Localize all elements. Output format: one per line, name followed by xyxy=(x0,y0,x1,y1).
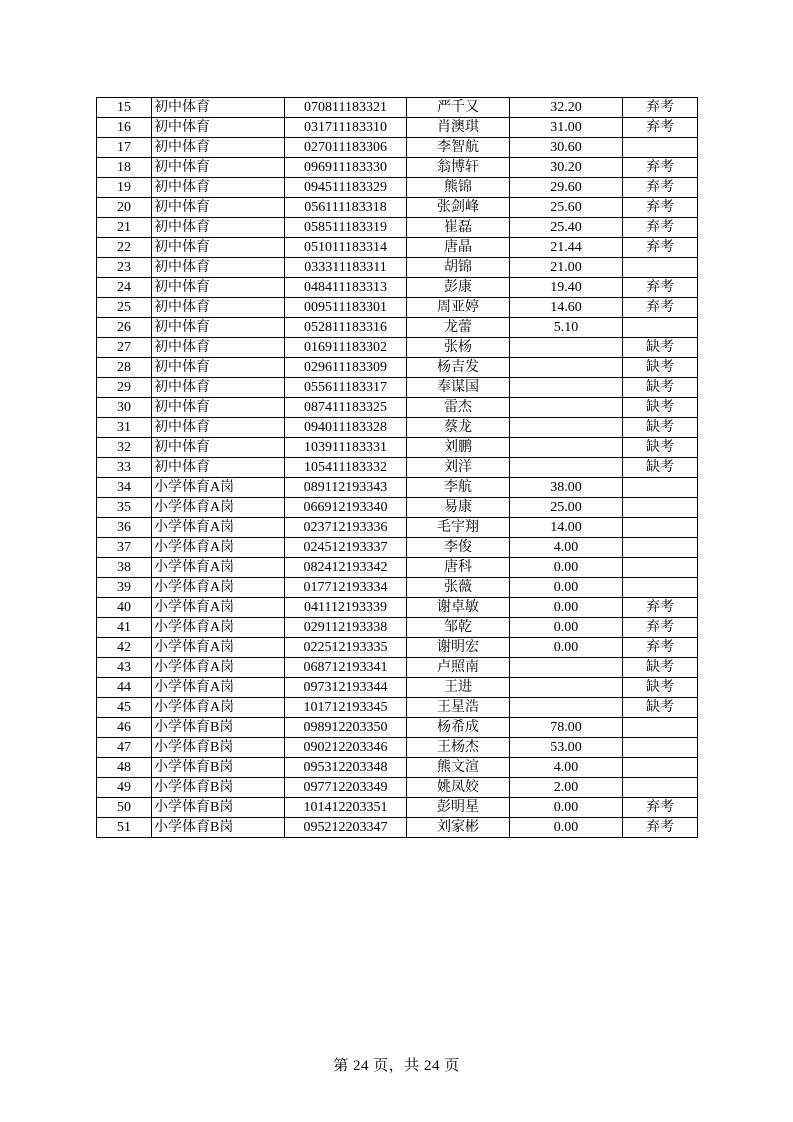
table-row xyxy=(97,358,698,378)
remark-cell: 弃考 xyxy=(623,278,698,298)
position-cell: 初中体育 xyxy=(152,438,285,458)
exam-id-cell: 048411183313 xyxy=(285,278,407,298)
score-table xyxy=(96,97,698,838)
score-cell: 14.00 xyxy=(510,518,623,538)
table-row xyxy=(97,738,698,758)
remark-cell: 缺考 xyxy=(623,418,698,438)
row-number-cell: 16 xyxy=(97,118,152,138)
exam-id-cell: 022512193335 xyxy=(285,638,407,658)
exam-id-cell: 097312193344 xyxy=(285,678,407,698)
table-row xyxy=(97,638,698,658)
table-row xyxy=(97,158,698,178)
score-cell: 78.00 xyxy=(510,718,623,738)
candidate-name-cell: 刘洋 xyxy=(407,458,510,478)
row-number-cell: 44 xyxy=(97,678,152,698)
table-row xyxy=(97,338,698,358)
position-cell: 小学体育A岗 xyxy=(152,678,285,698)
position-cell: 初中体育 xyxy=(152,258,285,278)
remark-cell: 弃考 xyxy=(623,638,698,658)
score-cell xyxy=(510,438,623,458)
row-number-cell: 26 xyxy=(97,318,152,338)
exam-id-cell: 090212203346 xyxy=(285,738,407,758)
exam-id-cell: 055611183317 xyxy=(285,378,407,398)
candidate-name-cell: 彭明星 xyxy=(407,798,510,818)
remark-cell: 缺考 xyxy=(623,398,698,418)
score-cell: 31.00 xyxy=(510,118,623,138)
candidate-name-cell: 刘鹏 xyxy=(407,438,510,458)
table-row xyxy=(97,178,698,198)
table-row xyxy=(97,298,698,318)
row-number-cell: 51 xyxy=(97,818,152,838)
row-number-cell: 21 xyxy=(97,218,152,238)
table-row xyxy=(97,138,698,158)
exam-id-cell: 068712193341 xyxy=(285,658,407,678)
position-cell: 小学体育A岗 xyxy=(152,518,285,538)
candidate-name-cell: 肖澳琪 xyxy=(407,118,510,138)
row-number-cell: 40 xyxy=(97,598,152,618)
remark-cell: 弃考 xyxy=(623,798,698,818)
score-cell: 25.60 xyxy=(510,198,623,218)
remark-cell: 弃考 xyxy=(623,598,698,618)
remark-cell xyxy=(623,778,698,798)
position-cell: 初中体育 xyxy=(152,158,285,178)
score-cell: 4.00 xyxy=(510,758,623,778)
remark-cell: 弃考 xyxy=(623,198,698,218)
table-row xyxy=(97,678,698,698)
remark-cell xyxy=(623,258,698,278)
table-row xyxy=(97,658,698,678)
table-row xyxy=(97,278,698,298)
table-row xyxy=(97,618,698,638)
score-cell: 4.00 xyxy=(510,538,623,558)
row-number-cell: 31 xyxy=(97,418,152,438)
candidate-name-cell: 翁博轩 xyxy=(407,158,510,178)
position-cell: 初中体育 xyxy=(152,118,285,138)
candidate-name-cell: 奉谋国 xyxy=(407,378,510,398)
candidate-name-cell: 龙蕾 xyxy=(407,318,510,338)
row-number-cell: 47 xyxy=(97,738,152,758)
position-cell: 小学体育B岗 xyxy=(152,738,285,758)
score-cell: 32.20 xyxy=(510,98,623,118)
position-cell: 小学体育B岗 xyxy=(152,778,285,798)
exam-id-cell: 017712193334 xyxy=(285,578,407,598)
table-row xyxy=(97,538,698,558)
exam-id-cell: 066912193340 xyxy=(285,498,407,518)
position-cell: 小学体育A岗 xyxy=(152,658,285,678)
exam-id-cell: 097712203349 xyxy=(285,778,407,798)
candidate-name-cell: 杨吉发 xyxy=(407,358,510,378)
candidate-name-cell: 周亚婷 xyxy=(407,298,510,318)
table-row xyxy=(97,518,698,538)
score-cell: 25.00 xyxy=(510,498,623,518)
position-cell: 小学体育A岗 xyxy=(152,698,285,718)
exam-id-cell: 029112193338 xyxy=(285,618,407,638)
candidate-name-cell: 李智航 xyxy=(407,138,510,158)
table-row xyxy=(97,218,698,238)
table-row xyxy=(97,758,698,778)
row-number-cell: 28 xyxy=(97,358,152,378)
row-number-cell: 25 xyxy=(97,298,152,318)
score-cell: 0.00 xyxy=(510,598,623,618)
position-cell: 小学体育A岗 xyxy=(152,478,285,498)
table-row xyxy=(97,238,698,258)
exam-id-cell: 070811183321 xyxy=(285,98,407,118)
position-cell: 初中体育 xyxy=(152,138,285,158)
candidate-name-cell: 谢卓敏 xyxy=(407,598,510,618)
candidate-name-cell: 严千又 xyxy=(407,98,510,118)
remark-cell xyxy=(623,578,698,598)
score-cell: 5.10 xyxy=(510,318,623,338)
score-cell xyxy=(510,678,623,698)
score-cell xyxy=(510,358,623,378)
table-row xyxy=(97,458,698,478)
candidate-name-cell: 邹乾 xyxy=(407,618,510,638)
candidate-name-cell: 熊锦 xyxy=(407,178,510,198)
score-cell: 30.60 xyxy=(510,138,623,158)
position-cell: 小学体育A岗 xyxy=(152,618,285,638)
position-cell: 小学体育A岗 xyxy=(152,498,285,518)
row-number-cell: 27 xyxy=(97,338,152,358)
table-row xyxy=(97,778,698,798)
candidate-name-cell: 张杨 xyxy=(407,338,510,358)
position-cell: 初中体育 xyxy=(152,278,285,298)
remark-cell: 缺考 xyxy=(623,658,698,678)
candidate-name-cell: 李航 xyxy=(407,478,510,498)
position-cell: 初中体育 xyxy=(152,198,285,218)
row-number-cell: 41 xyxy=(97,618,152,638)
candidate-name-cell: 王星浩 xyxy=(407,698,510,718)
remark-cell: 弃考 xyxy=(623,178,698,198)
exam-id-cell: 056111183318 xyxy=(285,198,407,218)
table-row xyxy=(97,438,698,458)
exam-id-cell: 098912203350 xyxy=(285,718,407,738)
candidate-name-cell: 毛宇翔 xyxy=(407,518,510,538)
exam-id-cell: 105411183332 xyxy=(285,458,407,478)
exam-id-cell: 031711183310 xyxy=(285,118,407,138)
remark-cell: 缺考 xyxy=(623,338,698,358)
remark-cell: 弃考 xyxy=(623,298,698,318)
position-cell: 小学体育A岗 xyxy=(152,538,285,558)
exam-id-cell: 024512193337 xyxy=(285,538,407,558)
score-cell: 30.20 xyxy=(510,158,623,178)
remark-cell: 缺考 xyxy=(623,438,698,458)
exam-id-cell: 094511183329 xyxy=(285,178,407,198)
position-cell: 初中体育 xyxy=(152,378,285,398)
row-number-cell: 29 xyxy=(97,378,152,398)
table-row xyxy=(97,118,698,138)
row-number-cell: 17 xyxy=(97,138,152,158)
remark-cell: 弃考 xyxy=(623,98,698,118)
position-cell: 小学体育B岗 xyxy=(152,758,285,778)
row-number-cell: 48 xyxy=(97,758,152,778)
row-number-cell: 42 xyxy=(97,638,152,658)
candidate-name-cell: 张剑峰 xyxy=(407,198,510,218)
score-cell xyxy=(510,378,623,398)
position-cell: 初中体育 xyxy=(152,298,285,318)
row-number-cell: 18 xyxy=(97,158,152,178)
remark-cell: 缺考 xyxy=(623,678,698,698)
score-cell: 21.44 xyxy=(510,238,623,258)
exam-id-cell: 016911183302 xyxy=(285,338,407,358)
position-cell: 初中体育 xyxy=(152,98,285,118)
position-cell: 小学体育B岗 xyxy=(152,818,285,838)
remark-cell: 弃考 xyxy=(623,238,698,258)
score-cell: 21.00 xyxy=(510,258,623,278)
candidate-name-cell: 张薇 xyxy=(407,578,510,598)
remark-cell: 弃考 xyxy=(623,818,698,838)
position-cell: 小学体育A岗 xyxy=(152,558,285,578)
exam-id-cell: 041112193339 xyxy=(285,598,407,618)
candidate-name-cell: 杨希成 xyxy=(407,718,510,738)
exam-id-cell: 082412193342 xyxy=(285,558,407,578)
row-number-cell: 32 xyxy=(97,438,152,458)
position-cell: 小学体育A岗 xyxy=(152,638,285,658)
score-cell: 19.40 xyxy=(510,278,623,298)
remark-cell xyxy=(623,758,698,778)
row-number-cell: 39 xyxy=(97,578,152,598)
exam-id-cell: 023712193336 xyxy=(285,518,407,538)
score-cell xyxy=(510,698,623,718)
exam-id-cell: 103911183331 xyxy=(285,438,407,458)
exam-id-cell: 087411183325 xyxy=(285,398,407,418)
exam-id-cell: 033311183311 xyxy=(285,258,407,278)
exam-id-cell: 101412203351 xyxy=(285,798,407,818)
score-cell xyxy=(510,418,623,438)
remark-cell xyxy=(623,138,698,158)
row-number-cell: 43 xyxy=(97,658,152,678)
position-cell: 小学体育A岗 xyxy=(152,578,285,598)
row-number-cell: 34 xyxy=(97,478,152,498)
exam-id-cell: 089112193343 xyxy=(285,478,407,498)
table-row xyxy=(97,698,698,718)
exam-id-cell: 095212203347 xyxy=(285,818,407,838)
remark-cell: 弃考 xyxy=(623,158,698,178)
position-cell: 初中体育 xyxy=(152,338,285,358)
candidate-name-cell: 熊文渲 xyxy=(407,758,510,778)
remark-cell: 缺考 xyxy=(623,358,698,378)
table-row xyxy=(97,558,698,578)
row-number-cell: 50 xyxy=(97,798,152,818)
table-row xyxy=(97,498,698,518)
score-cell: 0.00 xyxy=(510,558,623,578)
candidate-name-cell: 胡锦 xyxy=(407,258,510,278)
remark-cell xyxy=(623,518,698,538)
position-cell: 初中体育 xyxy=(152,318,285,338)
table-row xyxy=(97,98,698,118)
remark-cell: 缺考 xyxy=(623,378,698,398)
exam-id-cell: 009511183301 xyxy=(285,298,407,318)
remark-cell xyxy=(623,738,698,758)
remark-cell: 弃考 xyxy=(623,218,698,238)
table-row xyxy=(97,718,698,738)
table-row xyxy=(97,318,698,338)
exam-id-cell: 095312203348 xyxy=(285,758,407,778)
remark-cell: 弃考 xyxy=(623,618,698,638)
exam-id-cell: 029611183309 xyxy=(285,358,407,378)
exam-id-cell: 058511183319 xyxy=(285,218,407,238)
row-number-cell: 46 xyxy=(97,718,152,738)
row-number-cell: 45 xyxy=(97,698,152,718)
position-cell: 初中体育 xyxy=(152,238,285,258)
score-cell xyxy=(510,398,623,418)
exam-id-cell: 094011183328 xyxy=(285,418,407,438)
position-cell: 初中体育 xyxy=(152,398,285,418)
table-body xyxy=(97,98,698,838)
candidate-name-cell: 雷杰 xyxy=(407,398,510,418)
table-row xyxy=(97,818,698,838)
score-cell: 0.00 xyxy=(510,618,623,638)
score-cell: 0.00 xyxy=(510,818,623,838)
row-number-cell: 33 xyxy=(97,458,152,478)
remark-cell: 缺考 xyxy=(623,698,698,718)
table-row xyxy=(97,378,698,398)
row-number-cell: 35 xyxy=(97,498,152,518)
remark-cell xyxy=(623,558,698,578)
remark-cell xyxy=(623,318,698,338)
exam-id-cell: 101712193345 xyxy=(285,698,407,718)
position-cell: 初中体育 xyxy=(152,458,285,478)
score-cell: 14.60 xyxy=(510,298,623,318)
exam-id-cell: 027011183306 xyxy=(285,138,407,158)
remark-cell xyxy=(623,718,698,738)
candidate-name-cell: 刘家彬 xyxy=(407,818,510,838)
score-cell: 53.00 xyxy=(510,738,623,758)
table-row xyxy=(97,598,698,618)
table-row xyxy=(97,578,698,598)
row-number-cell: 30 xyxy=(97,398,152,418)
score-cell: 0.00 xyxy=(510,638,623,658)
score-cell: 2.00 xyxy=(510,778,623,798)
candidate-name-cell: 彭康 xyxy=(407,278,510,298)
row-number-cell: 37 xyxy=(97,538,152,558)
candidate-name-cell: 易康 xyxy=(407,498,510,518)
row-number-cell: 38 xyxy=(97,558,152,578)
candidate-name-cell: 王杨杰 xyxy=(407,738,510,758)
score-cell: 0.00 xyxy=(510,578,623,598)
candidate-name-cell: 卢照南 xyxy=(407,658,510,678)
remark-cell: 缺考 xyxy=(623,458,698,478)
remark-cell xyxy=(623,478,698,498)
remark-cell xyxy=(623,538,698,558)
exam-id-cell: 052811183316 xyxy=(285,318,407,338)
candidate-name-cell: 唐晶 xyxy=(407,238,510,258)
score-cell xyxy=(510,458,623,478)
position-cell: 初中体育 xyxy=(152,418,285,438)
row-number-cell: 49 xyxy=(97,778,152,798)
score-cell: 29.60 xyxy=(510,178,623,198)
score-cell: 0.00 xyxy=(510,798,623,818)
table-row xyxy=(97,798,698,818)
position-cell: 小学体育B岗 xyxy=(152,718,285,738)
table-row xyxy=(97,258,698,278)
table-row xyxy=(97,418,698,438)
exam-id-cell: 096911183330 xyxy=(285,158,407,178)
row-number-cell: 22 xyxy=(97,238,152,258)
page-footer: 第 24 页，共 24 页 xyxy=(333,1058,460,1074)
row-number-cell: 23 xyxy=(97,258,152,278)
exam-id-cell: 051011183314 xyxy=(285,238,407,258)
candidate-name-cell: 王进 xyxy=(407,678,510,698)
remark-cell xyxy=(623,498,698,518)
candidate-name-cell: 崔磊 xyxy=(407,218,510,238)
candidate-name-cell: 唐科 xyxy=(407,558,510,578)
remark-cell: 弃考 xyxy=(623,118,698,138)
position-cell: 小学体育A岗 xyxy=(152,598,285,618)
table-row xyxy=(97,478,698,498)
score-cell xyxy=(510,338,623,358)
position-cell: 初中体育 xyxy=(152,218,285,238)
row-number-cell: 36 xyxy=(97,518,152,538)
candidate-name-cell: 蔡龙 xyxy=(407,418,510,438)
row-number-cell: 24 xyxy=(97,278,152,298)
candidate-name-cell: 李俊 xyxy=(407,538,510,558)
row-number-cell: 20 xyxy=(97,198,152,218)
position-cell: 初中体育 xyxy=(152,358,285,378)
score-cell xyxy=(510,658,623,678)
row-number-cell: 15 xyxy=(97,98,152,118)
score-cell: 38.00 xyxy=(510,478,623,498)
position-cell: 初中体育 xyxy=(152,178,285,198)
table-row xyxy=(97,198,698,218)
score-cell: 25.40 xyxy=(510,218,623,238)
candidate-name-cell: 姚凤姣 xyxy=(407,778,510,798)
position-cell: 小学体育B岗 xyxy=(152,798,285,818)
candidate-name-cell: 谢明宏 xyxy=(407,638,510,658)
row-number-cell: 19 xyxy=(97,178,152,198)
table-row xyxy=(97,398,698,418)
